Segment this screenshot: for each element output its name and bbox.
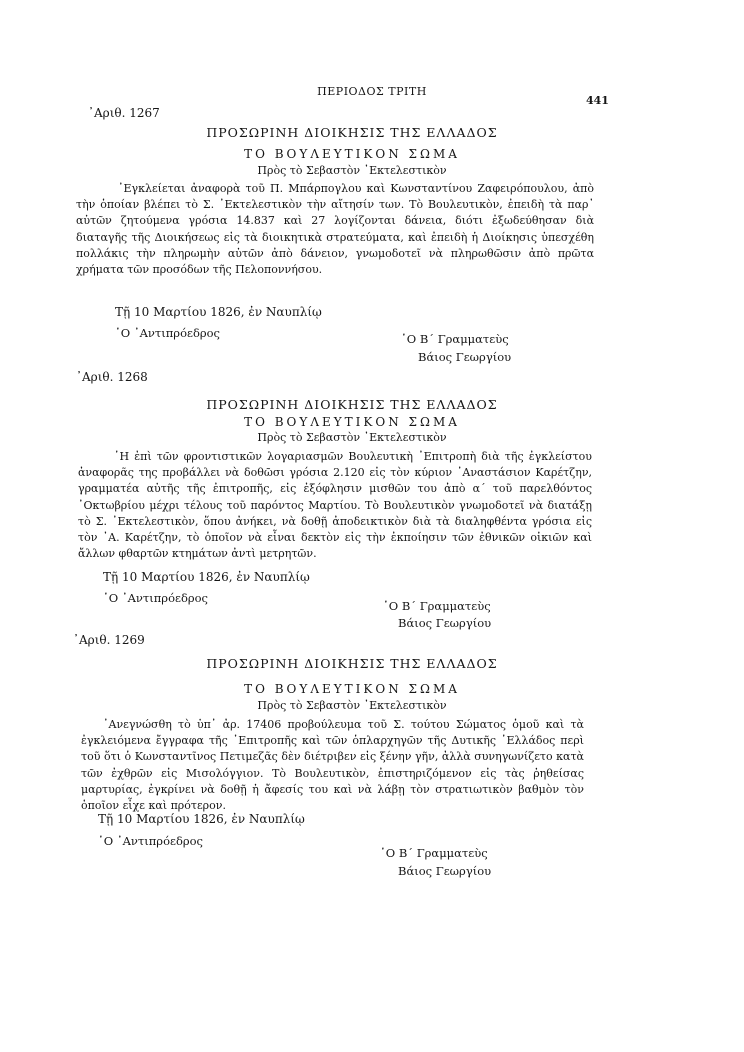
secretary-title: ῾Ο Β΄ Γραμματεὺς [380,846,488,860]
date-place: Τῇ 10 Μαρτίου 1826, ἐν Ναυπλίῳ [103,570,310,584]
recipient-line: Πρὸς τὸ Σεβαστὸν ᾿Εκτελεστικὸν [257,431,447,444]
secretary-name: Βάιος Γεωργίου [418,350,512,364]
document-text-body: ῾Η ἐπὶ τῶν φροντιστικῶν λογαριασμῶν Βουλευτικὴ ᾿Επιτροπὴ διὰ τῆς ἐγκλείστου ἀναφορᾶς της προβάλλει νὰ δοθῶσι γρόσια 2.120 εἰς τὸν κύριον ᾿Αναστάσιον Καρέτζην, γραμματέα αὐτῆς τῆς ἐπιτροπῆς, εἰς ἐξόφλησιν μισθῶν του ἀπὸ α΄ τοῦ παρελθόντος ᾿Οκτωβρίου μέχρι τέλους τοῦ παρόντος Μαρτίου. Τὸ Βουλευτικὸν γνωμοδοτεῖ νὰ διατάξῃ τὸ Σ. ᾿Εκτελεστικὸν, ὅπου ἀνήκει, νὰ δοθῇ ἀποδεικτικὸν διὰ τὰ διαληφθέντα γρόσια εἰς τὸν ᾿Α. Καρέτζην, τὸ ὁποῖον νὰ εἶναι δεκτὸν εἰς τὴν ἐκποίησιν τῶν ἐθνικῶν οἰκιῶν καὶ ἄλλων φθαρτῶν κτημάτων ἀντὶ μετρητῶν. [78,450,592,561]
document-text [81,717,584,817]
running-head: ΠΕΡΙΟΔΟΣ ΤΡΙΤΗ [317,85,427,98]
issuer-heading: ΤΟ ΒΟΥΛΕΥΤΙΚΟΝ ΣΩΜΑ [244,682,460,696]
document-text-body: ᾿Ανεγνώσθη τὸ ὑπ᾿ ἀρ. 17406 προβούλευμα τοῦ Σ. τούτου Σώματος ὁμοῦ καὶ τὰ ἐγκλειόμενα ἔγγραφα τῆς ᾿Επιτροπῆς καὶ τῶν ὁπλαρχηγῶν τῆς Δυτικῆς ῾Ελλάδος περὶ τοῦ ὅτι ὁ Κωνσταντῖνος Πετιμεζᾶς δὲν διέτριβεν εἰς ξένην γῆν, ἀλλὰ συνηγωνίζετο κατὰ τῶν ἐχθρῶν εἰς Μισολόγγιον. Τὸ Βουλευτικὸν, ἐπιστηριζόμενον εἰς τὰς ῥηθείσας μαρτυρίας, ἐγκρίνει νὰ δοθῇ ἡ ἄφεσίς του καὶ νὰ λάβῃ τὸν στρατιωτικὸν βαθμὸν τὸν ὁποῖον εἶχε καὶ πρότερον. [81,718,584,813]
vice-president-signature: ῾Ο ᾿Αντιπρόεδρος [98,834,203,848]
secretary-name: Βάιος Γεωργίου [398,616,492,630]
document-text-body: ᾿Εγκλείεται ἀναφορὰ τοῦ Π. Μπάρπογλου καὶ Κωνσταντίνου Ζαφειρόπουλου, ἀπὸ τὴν ὁποίαν βλέπει τὸ Σ. ᾿Εκτελεστικὸν τὴν αἴτησίν των. Τὸ Βουλευτικὸν, ἐπειδὴ τὰ παρ᾿ αὐτῶν ζητούμενα γρόσια 14.837 καὶ 27 λογίζονται δάνεια, διότι ἐξωδεύθησαν διὰ διαταγῆς τῆς Διοικήσεως εἰς τὰ διοικητικὰ στρατεύματα, καὶ ἐπειδὴ ἡ Διοίκησις ὑπεσχέθη πολλάκις τὴν πληρωμὴν αὐτῶν ἀπὸ δάνειον, γνωμοδοτεῖ νὰ πληρωθῶσιν ἀπὸ πρῶτα χρήματα τῶν προσόδων τῆς Πελοποννήσου. [76,182,594,277]
authority-heading: ΠΡΟΣΩΡΙΝΗ ΔΙΟΙΚΗΣΙΣ ΤΗΣ ΕΛΛΑΔΟΣ [206,397,498,412]
authority-heading: ΠΡΟΣΩΡΙΝΗ ΔΙΟΙΚΗΣΙΣ ΤΗΣ ΕΛΛΑΔΟΣ [206,656,498,671]
secretary-name: Βάιος Γεωργίου [398,864,492,878]
document-text [76,181,594,296]
page-number: 441 [586,94,609,107]
vice-president-signature: ῾Ο ᾿Αντιπρόεδρος [103,591,208,605]
authority-heading: ΠΡΟΣΩΡΙΝΗ ΔΙΟΙΚΗΣΙΣ ΤΗΣ ΕΛΛΑΔΟΣ [206,125,498,140]
issuer-heading: ΤΟ ΒΟΥΛΕΥΤΙΚΟΝ ΣΩΜΑ [244,147,460,161]
document-number: ᾿Αριθ. 1268 [76,370,148,384]
recipient-line: Πρὸς τὸ Σεβαστὸν ᾿Εκτελεστικὸν [257,699,447,712]
document-number: ᾿Αριθ. 1269 [73,633,145,647]
document-text [78,449,592,564]
issuer-heading: ΤΟ ΒΟΥΛΕΥΤΙΚΟΝ ΣΩΜΑ [244,415,460,429]
recipient-line: Πρὸς τὸ Σεβαστὸν ᾿Εκτελεστικὸν [257,164,447,177]
secretary-title: ῾Ο Β΄ Γραμματεὺς [401,332,509,346]
date-place: Τῇ 10 Μαρτίου 1826, ἐν Ναυπλίῳ [115,305,322,319]
vice-president-signature: ῾Ο ᾿Αντιπρόεδρος [115,326,220,340]
document-number: ᾿Αριθ. 1267 [88,106,160,120]
secretary-title: ῾Ο Β΄ Γραμματεὺς [383,599,491,613]
date-place: Τῇ 10 Μαρτίου 1826, ἐν Ναυπλίῳ [98,812,305,826]
